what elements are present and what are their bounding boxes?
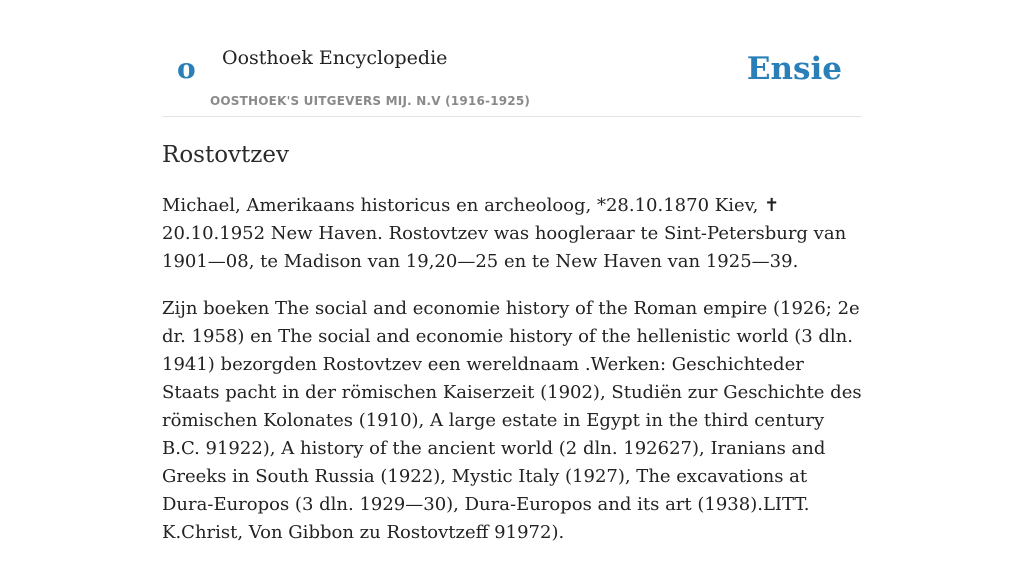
entry-body bbox=[162, 192, 864, 566]
entry-title: Rostovtzev bbox=[162, 142, 290, 168]
site-title[interactable]: Oosthoek Encyclopedie bbox=[222, 47, 448, 69]
publisher-subtitle: OOSTHOEK'S UITGEVERS MIJ. N.V (1916-1925) bbox=[210, 94, 531, 108]
site-logo[interactable]: o bbox=[177, 52, 196, 85]
entry-paragraph: Zijn boeken The social and economie history of the Roman empire (1926; 2e dr. 1958) en The social and economie history of the hellenistic world (3 dln. 1941) bezorgden Rostovtzev een wereldnaam .Werken: Geschichteder Staats pacht in der römischen Kaiserzeit (1902), Studiën zur Geschichte des römischen Kolonates (1910), A large estate in Egypt in the third century B.C. 91922), A history of the ancient world (2 dln. 192627), Iranians and Greeks in South Russia (1922), Mystic Italy (1927), The excavations at Dura-Europos (3 dln. 1929—30), Dura-Europos and its art (1938).LITT. K.Christ, Von Gibbon zu Rostovtzeff 91972). bbox=[162, 298, 862, 543]
site-header bbox=[162, 0, 862, 117]
ensie-brand-link[interactable]: Ensie bbox=[746, 51, 842, 87]
entry-paragraph: Michael, Amerikaans historicus en archeoloog, *28.10.1870 Kiev, ✝ 20.10.1952 New Haven. Rostovtzev was hoogleraar te Sint-Petersburg van 1901—08, te Madison van 19,20—25 en te New Haven van 1925—39. bbox=[162, 195, 847, 272]
